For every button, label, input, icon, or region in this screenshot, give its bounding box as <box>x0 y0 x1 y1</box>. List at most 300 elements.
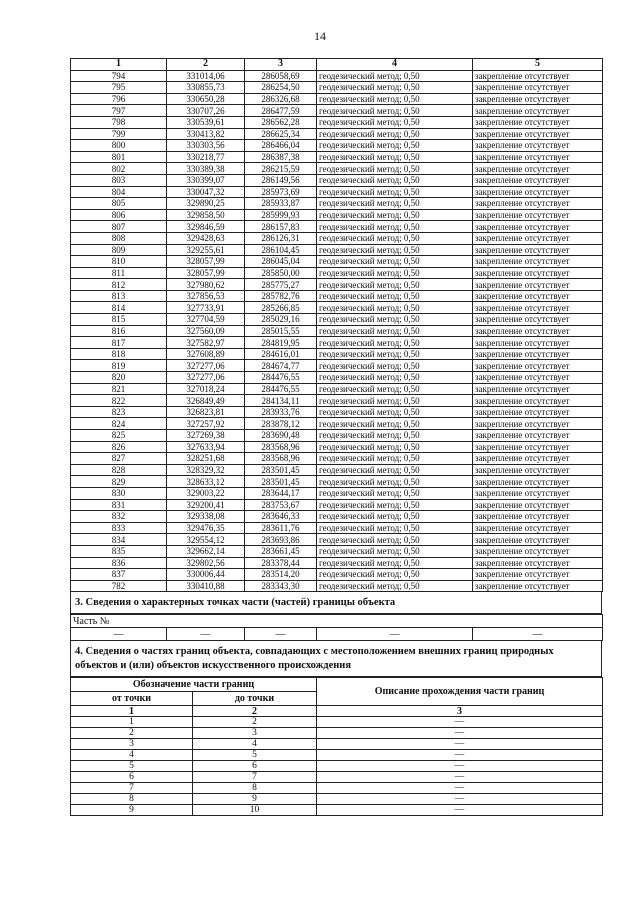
table-cell: закрепление отсутствует <box>473 360 603 372</box>
table-row <box>71 267 603 279</box>
column-number: 2 <box>193 706 317 717</box>
table-cell: 829 <box>71 476 167 488</box>
table-row <box>71 372 603 384</box>
table-cell: 2 <box>193 717 317 728</box>
table-cell: закрепление отсутствует <box>473 325 603 337</box>
table-cell: 327018,24 <box>167 383 245 395</box>
table-cell: закрепление отсутствует <box>473 128 603 140</box>
table-cell: 3 <box>71 739 193 750</box>
table-cell: геодезический метод; 0,50 <box>317 395 473 407</box>
table-cell: 801 <box>71 151 167 163</box>
table-cell: 329802,56 <box>167 557 245 569</box>
table-cell: 329003,22 <box>167 487 245 499</box>
table-cell: закрепление отсутствует <box>473 383 603 395</box>
table-cell: 284476,55 <box>245 372 317 384</box>
table-cell: геодезический метод; 0,50 <box>317 383 473 395</box>
table-row <box>71 476 603 488</box>
table-cell: 8 <box>193 783 317 794</box>
table-cell: 283753,67 <box>245 499 317 511</box>
table-cell: 808 <box>71 232 167 244</box>
table-cell: 327608,89 <box>167 348 245 360</box>
table-cell: закрепление отсутствует <box>473 70 603 82</box>
column-number-row <box>71 706 603 717</box>
table-cell: 283661,45 <box>245 545 317 557</box>
column-header: 1 <box>71 59 167 71</box>
table-cell: геодезический метод; 0,50 <box>317 487 473 499</box>
table-cell: закрепление отсутствует <box>473 256 603 268</box>
table-cell: 6 <box>193 761 317 772</box>
table-cell: 820 <box>71 372 167 384</box>
table-cell: 329338,08 <box>167 511 245 523</box>
table-row <box>71 337 603 349</box>
table-cell: — <box>317 761 603 772</box>
table-cell: 327633,94 <box>167 441 245 453</box>
table-cell: геодезический метод; 0,50 <box>317 418 473 430</box>
table-cell: 286045,04 <box>245 256 317 268</box>
column-number: 3 <box>317 706 603 717</box>
coordinates-table <box>70 58 603 592</box>
table-cell: 805 <box>71 198 167 210</box>
table-cell: закрепление отсутствует <box>473 163 603 175</box>
table-cell: 284616,01 <box>245 348 317 360</box>
table-cell: 3 <box>193 728 317 739</box>
table-cell: закрепление отсутствует <box>473 174 603 186</box>
table-cell: 329890,25 <box>167 198 245 210</box>
table-cell: закрепление отсутствует <box>473 140 603 152</box>
dash-cell: — <box>71 628 167 641</box>
table-cell: 330047,32 <box>167 186 245 198</box>
table-row <box>71 728 603 739</box>
section4-title: 4. Сведения о частях границ объекта, совпадающих с местоположением внешних границ природных объектов и (или) объектов искусственного происхождения <box>70 641 602 677</box>
section3-dash-row <box>71 628 603 641</box>
table-cell: закрепление отсутствует <box>473 116 603 128</box>
coordinates-body <box>71 70 603 592</box>
table-cell: закрепление отсутствует <box>473 267 603 279</box>
table-cell: — <box>317 728 603 739</box>
table-cell: 327980,62 <box>167 279 245 291</box>
table-cell: 285015,55 <box>245 325 317 337</box>
table-cell: закрепление отсутствует <box>473 279 603 291</box>
table-cell: геодезический метод; 0,50 <box>317 163 473 175</box>
table-cell: 284476,55 <box>245 383 317 395</box>
table-cell: геодезический метод; 0,50 <box>317 244 473 256</box>
column-number: 1 <box>71 706 193 717</box>
table-cell: 1 <box>71 717 193 728</box>
page-number: 14 <box>314 29 326 43</box>
table-cell: 286149,56 <box>245 174 317 186</box>
table-cell: геодезический метод; 0,50 <box>317 441 473 453</box>
table-cell: 284134,11 <box>245 395 317 407</box>
table-cell: 327257,92 <box>167 418 245 430</box>
table-cell: 834 <box>71 534 167 546</box>
table-cell: 7 <box>193 772 317 783</box>
table-cell: геодезический метод; 0,50 <box>317 290 473 302</box>
table-cell: 329200,41 <box>167 499 245 511</box>
table-cell: закрепление отсутствует <box>473 93 603 105</box>
table-cell: 329255,61 <box>167 244 245 256</box>
table-cell: геодезический метод; 0,50 <box>317 337 473 349</box>
table-cell: 7 <box>71 783 193 794</box>
table-row <box>71 244 603 256</box>
table-cell: 286058,69 <box>245 70 317 82</box>
table-cell: 330399,07 <box>167 174 245 186</box>
table-row <box>71 151 603 163</box>
table-cell: 285933,87 <box>245 198 317 210</box>
table-cell: закрепление отсутствует <box>473 534 603 546</box>
table-cell: 812 <box>71 279 167 291</box>
table-row <box>71 105 603 117</box>
header-description: Описание прохождения части границ <box>317 678 603 706</box>
table-cell: геодезический метод; 0,50 <box>317 116 473 128</box>
table-cell: 286477,59 <box>245 105 317 117</box>
table-cell: геодезический метод; 0,50 <box>317 232 473 244</box>
table-cell: 285266,85 <box>245 302 317 314</box>
table-cell: 283514,20 <box>245 569 317 581</box>
table-cell: 283568,96 <box>245 453 317 465</box>
table-cell: геодезический метод; 0,50 <box>317 174 473 186</box>
table-row <box>71 430 603 442</box>
table-cell: 328251,68 <box>167 453 245 465</box>
column-header: 4 <box>317 59 473 71</box>
table-row <box>71 325 603 337</box>
table-cell: 836 <box>71 557 167 569</box>
table-row <box>71 360 603 372</box>
dash-cell: — <box>473 628 603 641</box>
table-cell: 285782,76 <box>245 290 317 302</box>
table-cell: 328057,99 <box>167 256 245 268</box>
table-cell: геодезический метод; 0,50 <box>317 557 473 569</box>
table-cell: геодезический метод; 0,50 <box>317 522 473 534</box>
table-cell: 825 <box>71 430 167 442</box>
table-cell: 5 <box>193 750 317 761</box>
table-cell: 285999,93 <box>245 209 317 221</box>
table-cell: закрепление отсутствует <box>473 441 603 453</box>
table-cell: закрепление отсутствует <box>473 487 603 499</box>
table-row <box>71 70 603 82</box>
table-cell: 821 <box>71 383 167 395</box>
table-row <box>71 557 603 569</box>
table-row <box>71 128 603 140</box>
table-cell: закрепление отсутствует <box>473 82 603 94</box>
table-cell: закрепление отсутствует <box>473 198 603 210</box>
table-cell: 811 <box>71 267 167 279</box>
table-cell: геодезический метод; 0,50 <box>317 70 473 82</box>
table-cell: 826 <box>71 441 167 453</box>
table-cell: — <box>317 750 603 761</box>
table-cell: 327856,53 <box>167 290 245 302</box>
table-cell: 330650,28 <box>167 93 245 105</box>
table-cell: геодезический метод; 0,50 <box>317 372 473 384</box>
table-cell: 283878,12 <box>245 418 317 430</box>
table-cell: 327582,97 <box>167 337 245 349</box>
table-cell: закрепление отсутствует <box>473 476 603 488</box>
table-row <box>71 783 603 794</box>
table-cell: 286562,28 <box>245 116 317 128</box>
table-cell: 8 <box>71 794 193 805</box>
table-row <box>71 174 603 186</box>
table-row <box>71 140 603 152</box>
column-header: 5 <box>473 59 603 71</box>
table-cell: геодезический метод; 0,50 <box>317 267 473 279</box>
dash-cell: — <box>167 628 245 641</box>
table-cell: геодезический метод; 0,50 <box>317 279 473 291</box>
table-cell: 4 <box>193 739 317 750</box>
table-row <box>71 511 603 523</box>
table-cell: 330413,82 <box>167 128 245 140</box>
table-row <box>71 761 603 772</box>
table-cell: 284674,77 <box>245 360 317 372</box>
table-cell: 330303,56 <box>167 140 245 152</box>
table-cell: геодезический метод; 0,50 <box>317 499 473 511</box>
table-row <box>71 522 603 534</box>
table-cell: 329554,12 <box>167 534 245 546</box>
coordinates-header-row <box>71 59 603 71</box>
table-cell: 809 <box>71 244 167 256</box>
table-cell: геодезический метод; 0,50 <box>317 580 473 592</box>
table-cell: 797 <box>71 105 167 117</box>
table-cell: 331014,06 <box>167 70 245 82</box>
table-cell: 329476,35 <box>167 522 245 534</box>
table-cell: геодезический метод; 0,50 <box>317 360 473 372</box>
table-cell: 286326,68 <box>245 93 317 105</box>
header-group: Обозначение части границ <box>71 678 317 692</box>
table-row <box>71 739 603 750</box>
column-header: 3 <box>245 59 317 71</box>
table-cell: закрепление отсутствует <box>473 395 603 407</box>
table-row <box>71 383 603 395</box>
table-cell: 330410,88 <box>167 580 245 592</box>
table-cell: геодезический метод; 0,50 <box>317 464 473 476</box>
table-cell: 795 <box>71 82 167 94</box>
table-cell: 813 <box>71 290 167 302</box>
section4-body <box>71 717 603 816</box>
section3-title: 3. Сведения о характерных точках части (частей) границы объекта <box>70 592 602 614</box>
table-cell: 818 <box>71 348 167 360</box>
table-cell: геодезический метод; 0,50 <box>317 314 473 326</box>
table-cell: геодезический метод; 0,50 <box>317 476 473 488</box>
table-row <box>71 290 603 302</box>
table-cell: геодезический метод; 0,50 <box>317 302 473 314</box>
table-row <box>71 487 603 499</box>
table-row <box>71 221 603 233</box>
table-cell: 835 <box>71 545 167 557</box>
table-cell: геодезический метод; 0,50 <box>317 140 473 152</box>
table-row <box>71 772 603 783</box>
table-cell: 286625,34 <box>245 128 317 140</box>
table-cell: — <box>317 805 603 816</box>
header-to-point: до точки <box>193 692 317 706</box>
section3-table <box>70 614 603 641</box>
table-cell: 286387,38 <box>245 151 317 163</box>
table-cell: 329428,63 <box>167 232 245 244</box>
table-row <box>71 302 603 314</box>
table-cell: закрепление отсутствует <box>473 348 603 360</box>
table-cell: закрепление отсутствует <box>473 545 603 557</box>
table-cell: закрепление отсутствует <box>473 580 603 592</box>
table-row <box>71 232 603 244</box>
table-cell: закрепление отсутствует <box>473 569 603 581</box>
table-cell: 327733,91 <box>167 302 245 314</box>
table-cell: 824 <box>71 418 167 430</box>
table-row <box>71 314 603 326</box>
table-row <box>71 116 603 128</box>
table-cell: закрепление отсутствует <box>473 151 603 163</box>
table-cell: 329858,50 <box>167 209 245 221</box>
table-cell: 817 <box>71 337 167 349</box>
table-cell: геодезический метод; 0,50 <box>317 534 473 546</box>
table-cell: закрепление отсутствует <box>473 499 603 511</box>
table-row <box>71 441 603 453</box>
table-row <box>71 750 603 761</box>
table-row <box>71 794 603 805</box>
table-cell: 283690,48 <box>245 430 317 442</box>
table-row <box>71 395 603 407</box>
table-cell: 327704,59 <box>167 314 245 326</box>
table-cell: 330855,73 <box>167 82 245 94</box>
table-cell: закрепление отсутствует <box>473 290 603 302</box>
table-cell: 819 <box>71 360 167 372</box>
table-cell: 329846,59 <box>167 221 245 233</box>
table-cell: 328329,32 <box>167 464 245 476</box>
table-cell: 285973,69 <box>245 186 317 198</box>
table-cell: 286466,04 <box>245 140 317 152</box>
table-cell: закрепление отсутствует <box>473 337 603 349</box>
table-cell: 816 <box>71 325 167 337</box>
table-cell: геодезический метод; 0,50 <box>317 430 473 442</box>
table-cell: 5 <box>71 761 193 772</box>
table-cell: геодезический метод; 0,50 <box>317 151 473 163</box>
table-cell: 815 <box>71 314 167 326</box>
document-body <box>70 58 602 816</box>
table-cell: 327560,09 <box>167 325 245 337</box>
table-row <box>71 534 603 546</box>
table-row <box>71 545 603 557</box>
table-cell: закрепление отсутствует <box>473 511 603 523</box>
table-cell: геодезический метод; 0,50 <box>317 325 473 337</box>
table-cell: закрепление отсутствует <box>473 221 603 233</box>
table-cell: геодезический метод; 0,50 <box>317 186 473 198</box>
dash-cell: — <box>245 628 317 641</box>
table-cell: 802 <box>71 163 167 175</box>
table-row <box>71 279 603 291</box>
table-cell: 286254,50 <box>245 82 317 94</box>
part-number-label: Часть № <box>71 615 603 628</box>
table-cell: 283501,45 <box>245 476 317 488</box>
table-cell: 330539,61 <box>167 116 245 128</box>
table-cell: закрепление отсутствует <box>473 464 603 476</box>
table-cell: 6 <box>71 772 193 783</box>
table-row <box>71 198 603 210</box>
table-cell: 283378,44 <box>245 557 317 569</box>
table-cell: закрепление отсутствует <box>473 557 603 569</box>
table-cell: закрепление отсутствует <box>473 314 603 326</box>
table-row <box>71 256 603 268</box>
table-cell: 798 <box>71 116 167 128</box>
table-row <box>71 82 603 94</box>
table-row <box>71 209 603 221</box>
table-row <box>71 418 603 430</box>
table-cell: 807 <box>71 221 167 233</box>
table-cell: 832 <box>71 511 167 523</box>
table-row <box>71 406 603 418</box>
table-cell: 810 <box>71 256 167 268</box>
table-cell: 285775,27 <box>245 279 317 291</box>
table-cell: 285850,00 <box>245 267 317 279</box>
table-cell: геодезический метод; 0,50 <box>317 221 473 233</box>
table-cell: 329662,14 <box>167 545 245 557</box>
table-cell: 326823,81 <box>167 406 245 418</box>
table-cell: — <box>317 739 603 750</box>
table-cell: геодезический метод; 0,50 <box>317 82 473 94</box>
table-cell: закрепление отсутствует <box>473 244 603 256</box>
table-cell: 796 <box>71 93 167 105</box>
table-cell: закрепление отсутствует <box>473 232 603 244</box>
table-cell: закрепление отсутствует <box>473 302 603 314</box>
table-cell: геодезический метод; 0,50 <box>317 93 473 105</box>
table-row <box>71 93 603 105</box>
table-cell: 4 <box>71 750 193 761</box>
table-cell: 2 <box>71 728 193 739</box>
table-cell: 283568,96 <box>245 441 317 453</box>
table-cell: 283933,76 <box>245 406 317 418</box>
table-cell: — <box>317 794 603 805</box>
table-cell: 283693,86 <box>245 534 317 546</box>
table-cell: 833 <box>71 522 167 534</box>
table-cell: 326849,49 <box>167 395 245 407</box>
table-cell: геодезический метод; 0,50 <box>317 128 473 140</box>
table-cell: закрепление отсутствует <box>473 209 603 221</box>
table-cell: 828 <box>71 464 167 476</box>
table-cell: 782 <box>71 580 167 592</box>
table-row <box>71 580 603 592</box>
table-row <box>71 464 603 476</box>
table-row <box>71 499 603 511</box>
table-cell: закрепление отсутствует <box>473 453 603 465</box>
table-cell: 283611,76 <box>245 522 317 534</box>
table-cell: 9 <box>193 794 317 805</box>
table-cell: геодезический метод; 0,50 <box>317 209 473 221</box>
table-cell: 327277,06 <box>167 372 245 384</box>
table-cell: закрепление отсутствует <box>473 406 603 418</box>
table-cell: 327269,38 <box>167 430 245 442</box>
table-cell: 328633,12 <box>167 476 245 488</box>
header-from-point: от точки <box>71 692 193 706</box>
table-cell: геодезический метод; 0,50 <box>317 453 473 465</box>
table-cell: 283501,45 <box>245 464 317 476</box>
table-cell: закрепление отсутствует <box>473 105 603 117</box>
table-cell: закрепление отсутствует <box>473 186 603 198</box>
table-cell: 330218,77 <box>167 151 245 163</box>
table-cell: 286126,31 <box>245 232 317 244</box>
table-cell: 286157,83 <box>245 221 317 233</box>
table-cell: закрепление отсутствует <box>473 522 603 534</box>
table-cell: 330389,38 <box>167 163 245 175</box>
table-cell: 830 <box>71 487 167 499</box>
table-cell: 328057,99 <box>167 267 245 279</box>
table-cell: 814 <box>71 302 167 314</box>
table-row <box>71 163 603 175</box>
table-cell: геодезический метод; 0,50 <box>317 105 473 117</box>
table-cell: 804 <box>71 186 167 198</box>
section4-table <box>70 677 603 816</box>
table-cell: 800 <box>71 140 167 152</box>
table-cell: 822 <box>71 395 167 407</box>
table-cell: 283646,33 <box>245 511 317 523</box>
table-cell: 330707,26 <box>167 105 245 117</box>
table-cell: 286104,45 <box>245 244 317 256</box>
table-cell: 823 <box>71 406 167 418</box>
table-cell: 286215,59 <box>245 163 317 175</box>
